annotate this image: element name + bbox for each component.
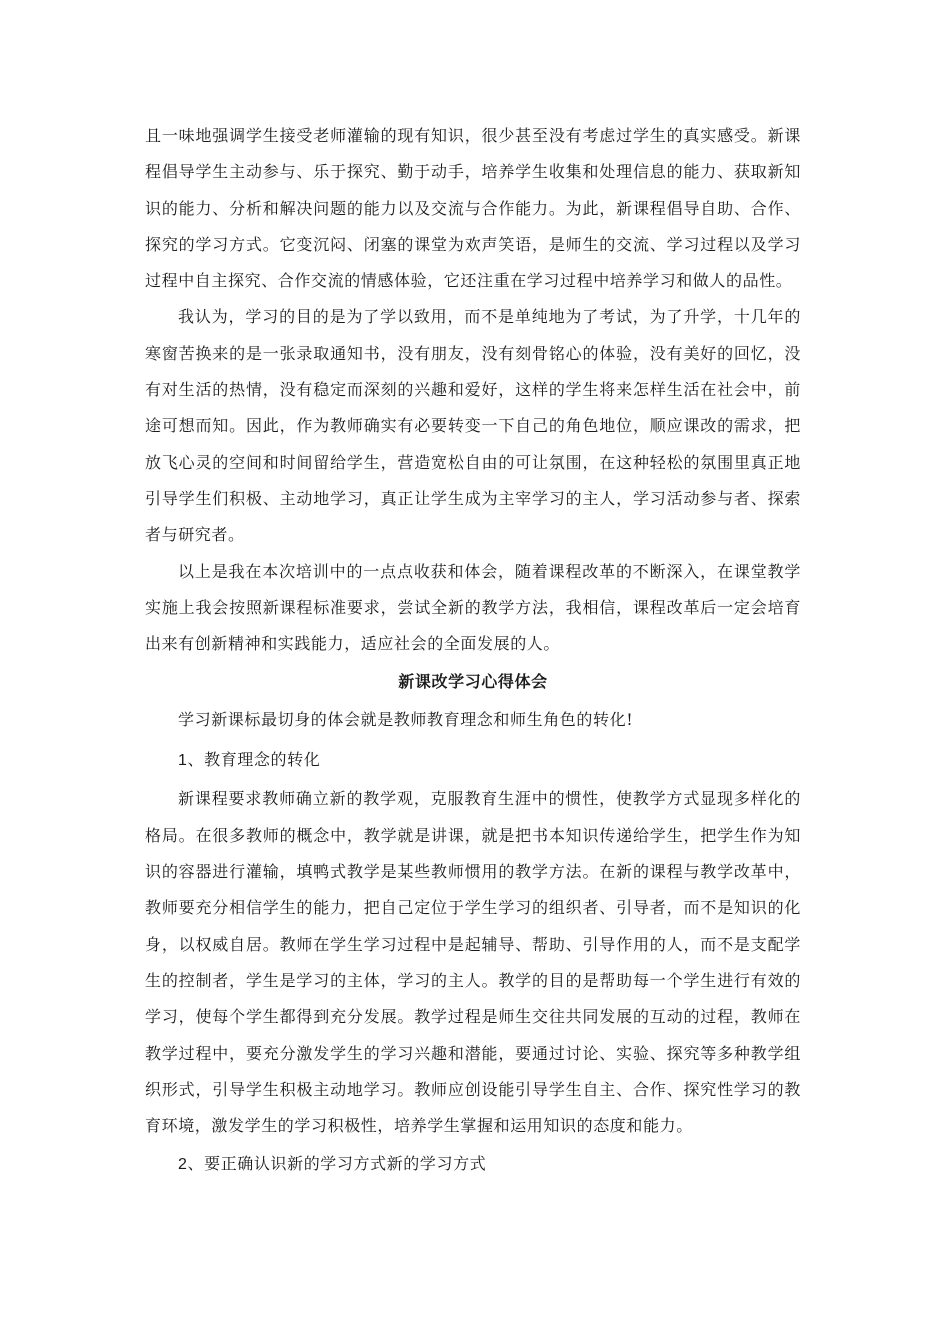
item-2-number: 2 [178, 1156, 188, 1174]
item-1-title: 、教育理念的转化 [187, 750, 321, 770]
paragraph-continued: 且一味地强调学生接受老师灌输的现有知识，很少甚至没有考虑过学生的真实感受。新课程倡导学生主动参与、乐于探究、勤于动手，培养学生收集和处理信息的能力、获取新知识的能力、分析和解决问题的能力以及交流与合作能力。为此，新课程倡导自助、合作、探究的学习方式。它变沉闷、闭塞的课堂为欢声笑语，是师生的交流、学习过程以及学习过程中自主探究、合作交流的情感体验，它还注重在学习过程中培养学习和做人的品性。 [145, 126, 801, 291]
paragraph-training-summary: 以上是我在本次培训中的一点点收获和体会，随着课程改革的不断深入，在课堂教学实施上我会按照新课程标准要求，尝试全新的教学方法，我相信，课程改革后一定会培育出来有创新精神和实践能力，适应社会的全面发展的人。 [145, 561, 801, 654]
intro-line: 学习新课标最切身的体会就是教师教育理念和师生角色的转化! [178, 710, 634, 730]
paragraph-learning-purpose: 我认为，学习的目的是为了学以致用，而不是单纯地为了考试，为了升学，十几年的寒窗苦换来的是一张录取通知书，没有朋友，没有刻骨铭心的体验，没有美好的回忆，没有对生活的热情，没有稳定而深刻的兴趣和爱好，这样的学生将来怎样生活在社会中，前途可想而知。因此，作为教师确实有必要转变一下自己的角色地位，顺应课改的需求，把放飞心灵的空间和时间留给学生，营造宽松自由的可让氛围，在这种轻松的氛围里真正地引导学生们积极、主动地学习，真正让学生成为主宰学习的主人，学习活动参与者、探索者与研究者。 [145, 307, 801, 545]
item-2-heading [145, 1144, 801, 1185]
item-1-number: 1 [178, 752, 188, 770]
document-page [145, 118, 801, 1185]
item-1-body: 新课程要求教师确立新的教学观，克服教育生涯中的惯性，使教学方式显现多样化的格局。在很多教师的概念中，教学就是讲课，就是把书本知识传递给学生，把学生作为知识的容器进行灌输，填鸭式教学是某些教师惯用的教学方法。在新的课程与教学改革中，教师要充分相信学生的能力，把自己定位于学生学习的组织者、引导者，而不是知识的化身，以权威自居。教师在学生学习过程中是起辅导、帮助、引导作用的人，而不是支配学生的控制者，学生是学习的主体，学习的主人。教学的目的是帮助每一个学生进行有效的学习，使每个学生都得到充分发展。教学过程是师生交往共同发展的互动的过程，教师在教学过程中，要充分激发学生的学习兴趣和潜能，要通过讨论、实验、探究等多种教学组织形式，引导学生积极主动地学习。教师应创设能引导学生自主、合作、探究性学习的教育环境，激发学生的学习积极性，培养学生掌握和运用知识的态度和能力。 [145, 789, 801, 1136]
item-2-title: 、要正确认识新的学习方式新的学习方式 [187, 1154, 487, 1174]
item-1-heading [145, 740, 801, 781]
section-title: 新课改学习心得体会 [398, 672, 548, 692]
